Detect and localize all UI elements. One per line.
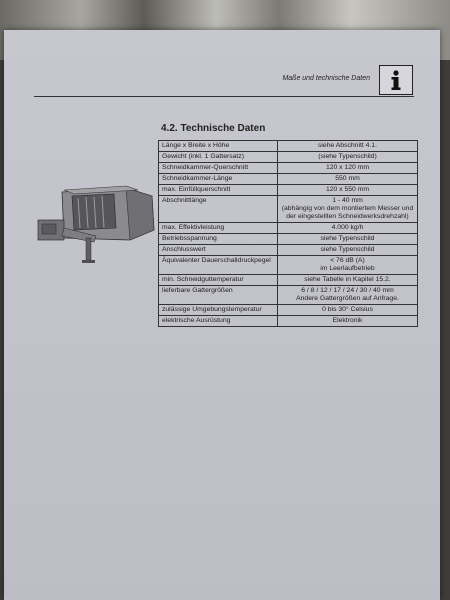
spec-label: zulässige Umgebungstemperatur [159, 305, 278, 316]
spec-label: max. Effektivleistung [159, 223, 278, 234]
spec-row [159, 286, 418, 305]
page-header-text: Maße und technische Daten [282, 75, 370, 82]
spec-row [159, 256, 418, 275]
spec-value: 1 - 40 mm (abhängig von dem montiertem Messer und der eingestellten Schneidwerksdrehzahl) [278, 196, 418, 223]
info-icon [379, 65, 413, 95]
spec-value: 4.000 kg/h [278, 223, 418, 234]
spec-label: Betriebsspannung [159, 234, 278, 245]
spec-value: siehe Typenschild [278, 234, 418, 245]
spec-row [159, 141, 418, 152]
spec-label: max. Einfüllquerschnitt [159, 185, 278, 196]
spec-label: min. Schneidguttemperatur [159, 275, 278, 286]
spec-label: lieferbare Gattergrößen [159, 286, 278, 305]
spec-row [159, 223, 418, 234]
spec-label: Abschnittlänge [159, 196, 278, 223]
spec-label: elektrische Ausrüstung [159, 316, 278, 327]
spec-label: Schneidkammer-Querschnitt [159, 163, 278, 174]
spec-value: 120 x 550 mm [278, 185, 418, 196]
technical-data-table [158, 140, 418, 327]
spec-label: Schneidkammer-Länge [159, 174, 278, 185]
spec-value: siehe Typenschild [278, 245, 418, 256]
spec-value: 120 x 120 mm [278, 163, 418, 174]
spec-row [159, 234, 418, 245]
spec-label: Länge x Breite x Höhe [159, 141, 278, 152]
spec-label: Äquivalenter Dauerschalldruckpegel [159, 256, 278, 275]
spec-label: Anschlusswert [159, 245, 278, 256]
spec-row [159, 174, 418, 185]
spec-value: 6 / 8 / 12 / 17 / 24 / 30 / 40 mm Andere Gattergrößen auf Anfrage. [278, 286, 418, 305]
spec-row [159, 245, 418, 256]
spec-row [159, 305, 418, 316]
spec-value: (siehe Typenschild) [278, 152, 418, 163]
spec-value: Elektronik [278, 316, 418, 327]
spec-value: siehe Tabelle in Kapitel 15.2. [278, 275, 418, 286]
spec-value: < 76 dB (A) im Leerlaufbetrieb [278, 256, 418, 275]
spec-row [159, 196, 418, 223]
spec-row [159, 275, 418, 286]
section-title: 4.2. Technische Daten [161, 123, 266, 134]
spec-value: 550 mm [278, 174, 418, 185]
spec-value: 0 bis 30° Celsius [278, 305, 418, 316]
manual-page [4, 30, 440, 600]
header-divider [34, 96, 414, 97]
machine-illustration [34, 180, 159, 270]
spec-label: Gewicht (inkl. 1 Gattersatz) [159, 152, 278, 163]
spec-value: siehe Abschnitt 4.1. [278, 141, 418, 152]
spec-row [159, 152, 418, 163]
spec-row [159, 185, 418, 196]
spec-row [159, 316, 418, 327]
spec-row [159, 163, 418, 174]
